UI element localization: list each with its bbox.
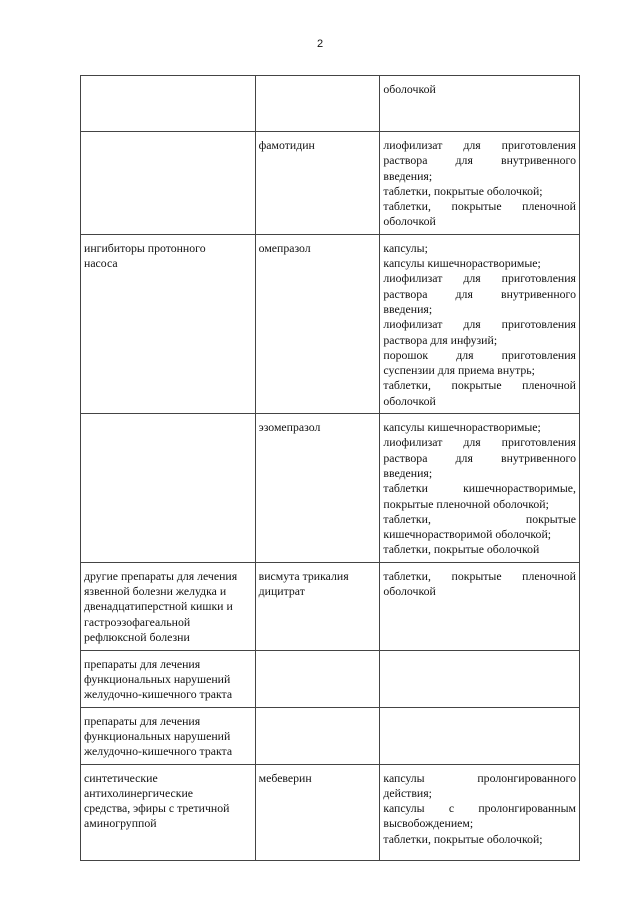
forms-cell	[380, 76, 580, 132]
group-name-line: желудочно-кишечного тракта	[84, 744, 233, 759]
group-name-line: аминогруппой	[84, 816, 157, 831]
drug-name-line: эзомепразол	[258, 420, 321, 435]
dosage-form-line: введения;	[383, 301, 433, 316]
dosage-form-line: капсулы кишечнорастворимые;	[383, 420, 541, 435]
dosage-form-line: высвобождением;	[383, 816, 474, 831]
dosage-form-line: таблетки кишечнорастворимые,	[383, 481, 576, 496]
group-name-line: гастроэзофагеальной	[84, 614, 191, 629]
dosage-form-line: раствора для внутривенного	[383, 286, 576, 301]
dosage-form-line: лиофилизат для приготовления	[383, 317, 576, 332]
dosage-form-line: раствора для инфузий;	[383, 332, 498, 347]
group-cell	[81, 132, 256, 235]
dosage-form-line: кишечнорастворимой оболочкой;	[383, 527, 552, 542]
group-name-line: функциональных нарушений	[84, 672, 231, 687]
forms-cell	[380, 707, 580, 764]
forms-cell	[380, 414, 580, 563]
drug-cell	[255, 76, 380, 132]
group-name-line: антихолинергические	[84, 785, 193, 800]
dosage-form-line: таблетки, покрытые оболочкой;	[383, 183, 543, 198]
forms-cell	[380, 234, 580, 413]
forms-cell	[380, 132, 580, 235]
dosage-form-line: раствора для внутривенного	[383, 450, 576, 465]
page-number: 2	[316, 38, 324, 50]
group-cell	[81, 562, 256, 650]
drug-name-line: мебеверин	[258, 770, 312, 785]
table-row	[81, 764, 580, 860]
table-row	[81, 132, 580, 235]
dosage-form-line: таблетки, покрытые оболочкой;	[383, 831, 543, 846]
dosage-form-line: таблетки, покрытые	[383, 511, 576, 526]
dosage-form-line: капсулы с пролонгированным	[383, 801, 576, 816]
dosage-form-line: оболочкой	[383, 393, 436, 408]
group-name-line: средства, эфиры с третичной	[84, 801, 230, 816]
dosage-form-line: суспензии для приема внутрь;	[383, 363, 535, 378]
forms-cell	[380, 562, 580, 650]
dosage-form-line: покрытые пленочной оболочкой;	[383, 496, 549, 511]
group-name-line: препараты для лечения	[84, 656, 201, 671]
drug-cell	[255, 707, 380, 764]
table-row	[81, 234, 580, 413]
dosage-form-line: введения;	[383, 168, 433, 183]
dosage-form-line: таблетки, покрытые пленочной	[383, 199, 576, 214]
table-row	[81, 562, 580, 650]
drug-name-line: фамотидин	[258, 138, 315, 152]
drug-cell	[255, 562, 380, 650]
drug-name-line: омепразол	[258, 240, 311, 255]
dosage-form-line: капсулы;	[383, 240, 428, 255]
table-body	[81, 76, 580, 861]
dosage-form-line: действия;	[383, 785, 432, 800]
dosage-form-line: лиофилизат для приготовления	[383, 435, 576, 450]
dosage-form-line: капсулы кишечнорастворимые;	[383, 256, 541, 271]
group-cell	[81, 707, 256, 764]
drug-table	[80, 75, 580, 861]
dosage-form-line: порошок для приготовления	[383, 347, 576, 362]
group-cell	[81, 650, 256, 707]
forms-cell	[380, 764, 580, 860]
group-name-line: ингибиторы протонного	[84, 240, 206, 255]
table-row	[81, 707, 580, 764]
group-name-line: синтетические	[84, 770, 158, 785]
dosage-form-line: таблетки, покрытые пленочной	[383, 568, 576, 583]
group-name-line: язвенной болезни желудка и	[84, 584, 227, 599]
group-name-line: другие препараты для лечения	[84, 568, 238, 583]
drug-cell	[255, 132, 380, 235]
table-row	[81, 414, 580, 563]
dosage-form-line: капсулы пролонгированного	[383, 770, 576, 785]
drug-cell	[255, 650, 380, 707]
group-cell	[81, 234, 256, 413]
dosage-form-line: оболочкой	[383, 82, 436, 96]
group-name-line: двенадцатиперстной кишки и	[84, 599, 233, 614]
group-name-line: рефлюксной болезни	[84, 629, 190, 644]
group-cell	[81, 76, 256, 132]
forms-cell	[380, 650, 580, 707]
group-name-line: желудочно-кишечного тракта	[84, 687, 233, 702]
table-row	[81, 650, 580, 707]
group-name-line: насоса	[84, 256, 118, 271]
dosage-form-line: введения;	[383, 465, 433, 480]
drug-name-line: дицитрат	[258, 584, 305, 599]
group-name-line: препараты для лечения	[84, 713, 201, 728]
dosage-form-line: лиофилизат для приготовления	[383, 271, 576, 286]
drug-cell	[255, 764, 380, 860]
dosage-form-line: оболочкой	[383, 214, 436, 229]
group-cell	[81, 764, 256, 860]
dosage-form-line: таблетки, покрытые пленочной	[383, 378, 576, 393]
dosage-form-line: оболочкой	[383, 584, 436, 599]
dosage-form-line: лиофилизат для приготовления	[383, 138, 576, 152]
group-name-line: функциональных нарушений	[84, 728, 231, 743]
dosage-form-line: раствора для внутривенного	[383, 153, 576, 168]
drug-name-line: висмута трикалия	[258, 568, 349, 583]
group-cell	[81, 414, 256, 563]
table-row	[81, 76, 580, 132]
drug-cell	[255, 414, 380, 563]
dosage-form-line: таблетки, покрытые оболочкой	[383, 542, 540, 557]
drug-cell	[255, 234, 380, 413]
